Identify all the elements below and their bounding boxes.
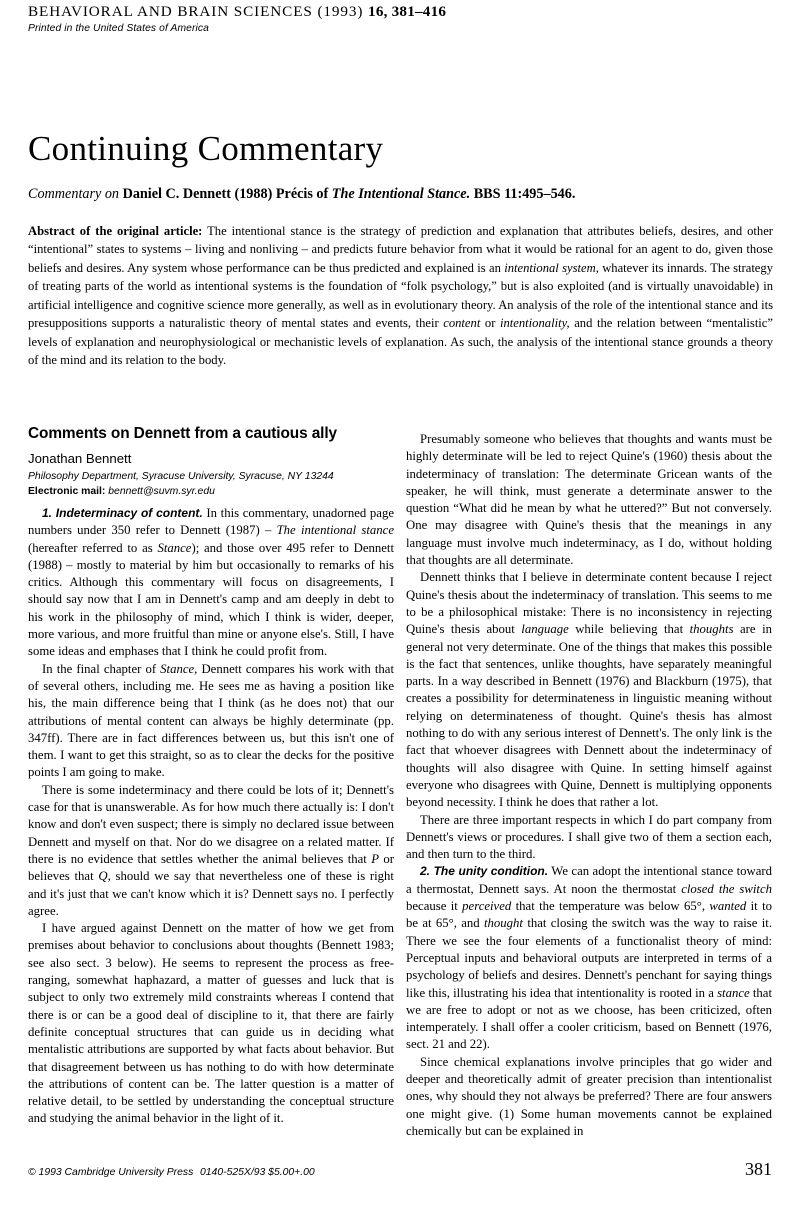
author-name: Jonathan Bennett <box>28 451 132 466</box>
body-paragraph <box>28 661 394 782</box>
emphasis-text: wanted <box>709 899 747 914</box>
emphasis-text: closed the switch <box>681 881 772 896</box>
emphasis-text: perceived <box>462 899 512 914</box>
commentary-on-citation: BBS 11:495–546. <box>473 186 576 202</box>
page-number: 381 <box>745 1159 772 1179</box>
abstract-italic-1: intentional system, <box>504 260 599 275</box>
body-text: while believing that <box>568 622 690 637</box>
body-text: ); and those over 495 refer to Dennett (1988) – mostly to material by him but occasionally to remarks of his critics. Although this commentary will focus on disagreements, I should say now that I am in Dennett's camp and am deeply in debt to his work in the philosophy of mind, which I think is wider, deeper, more various, and more fruitful than mine or anyone else's. Still, I have some ideas and emphases that I think he could profit from. <box>28 540 394 659</box>
body-text: , should we say that nevertheless one of these is right and it's just that we can't know which it is? Dennett says no. I perfectly agree. <box>28 869 394 918</box>
journal-year: (1993) <box>317 3 364 20</box>
emphasis-text: The intentional stance <box>276 523 394 538</box>
emphasis-text: thoughts <box>689 622 734 637</box>
emphasis-text: language <box>521 622 569 637</box>
abstract-italic-3: intentionality, <box>500 316 570 331</box>
emphasis-text: Stance <box>157 540 192 555</box>
abstract-block <box>28 222 773 370</box>
copyright-notice: © 1993 Cambridge University Press <box>28 1167 194 1178</box>
body-text: (hereafter referred to as <box>28 540 158 555</box>
article-title: Comments on Dennett from a cautious ally <box>28 425 337 442</box>
emphasis-text: Stance <box>160 661 195 676</box>
author-email-line <box>28 485 400 499</box>
emphasis-text: Q <box>98 869 108 884</box>
commentary-on-target: Daniel C. Dennett (1988) Précis of <box>122 186 329 202</box>
body-paragraph <box>28 782 394 920</box>
emphasis-text: stance <box>717 985 750 1000</box>
abstract-text-2: whatever its innards. The strategy of treating parts of the world as intentional systems is the foundation of “folk psychology,” but is also exploited (and is virtually unavoidable) in artificial intelligence and cognitive science more generally, as well as in evolutionary theory. An analysis of the role of the intentional stance and its presuppositions supports a naturalistic theory of mental states and events, their <box>28 260 773 331</box>
body-paragraph <box>406 569 772 811</box>
abstract-text-4: and the relation between “mentalistic” levels of explanation and neurophysiological or mechanistic levels of explanation. As such, the analysis of the intentional stance grounds a theory of the mind and its relation to the body. <box>28 316 773 368</box>
body-column-right <box>406 431 772 1140</box>
issn-notice: 0140-525X/93 $5.00+.00 <box>200 1167 315 1178</box>
body-text: There is some indeterminacy and there could be lots of it; Dennett's case for that is unanswerable. As for how much there actually is: I don't know and don't even suspect; there is simply no declared issue between Dennett and myself on that. Nor do we disagree on a related matter. If there is no evidence that settles whether the animal believes that <box>28 782 394 866</box>
page-footer <box>28 1159 772 1183</box>
author-affiliation: Philosophy Department, Syracuse University, Syracuse, NY 13244 <box>28 471 334 482</box>
body-text: are in general not very determinate. One of the things that makes this possible is the fact that sentences, unlike thoughts, have separately meaningful parts. In a way described in Bennett (1976) and Blackburn (1975), that creates a possibility for determinateness in linguistic meaning without relying on determinateness of thought. Quine's thesis has almost nothing to do with any serious interest of Dennett's. The only link is the fact that whoever disagrees with Dennett about the indeterminacy of thoughts will also disagree with Quine. In setting himself against everyone who disagrees with Quine, Dennett is multiplying opponents beyond necessity. I think he does that rather a lot. <box>406 622 773 810</box>
body-paragraph <box>28 920 394 1128</box>
body-text: We can adopt the intentional stance toward a thermostat, Dennett says. At noon the thermostat <box>406 864 772 896</box>
body-text: In the final chapter of <box>42 661 161 676</box>
body-text: , Dennett compares his work with that of several others, including me. He sees me as having a position like his, the main difference being that I think (as he does not) that our attributions of mental content can always be highly determinate (pp. 347ff). There are in fact differences between us, but this isn't one of them. I want to get this straight, so as to clear the decks for the positive points I am going to make. <box>28 661 394 780</box>
email-label: Electronic mail: <box>28 486 106 497</box>
body-column-left <box>28 505 394 1128</box>
body-paragraph <box>406 863 772 1053</box>
body-text: I have argued against Dennett on the matter of how we get from premises about behavior to conclusions about thoughts (Bennett 1983; see also sect. 3 below). He seems to represent the process as free-ranging, somewhat haphazard, a matter of guesses and luck that is subject to only two extremely mild constraints whereas I contend that there is or can be a good deal of discipline to it, that there are fairly definite conceptual structures that can guide us in deciding what mentalistic attributions are supported by what facts about behavior. But that disagreement between us has nothing to do with how determinate the attributions of content can be. The latter question is a matter of relative detail, to be settled by understanding the conceptual structure and studying the animal behavior in the light of it. <box>28 921 394 1126</box>
abstract-text-1: The intentional stance is the strategy of prediction and explanation that attributes beliefs, desires, and other “intentional” states to systems – living and nonliving – and predicts future behavior from what it would be rational for an agent to do, given those beliefs and desires. Any system whose performance can be thus predicted and explained is an <box>28 224 773 275</box>
commentary-on-prefix: Commentary on <box>28 186 120 202</box>
emphasis-text: P <box>371 851 380 866</box>
commentary-on-line <box>28 186 772 203</box>
abstract-label: Abstract of the original article: <box>28 224 203 238</box>
body-text: that we are free to adopt or not as we choose, has been criticized, often intemperately. I shall offer a cooler criticism, based on Bennett (1976, sect. 21 and 22). <box>406 985 772 1052</box>
emphasis-text: thought <box>484 916 523 931</box>
body-text: In this commentary, unadorned page numbers under 350 refer to Dennett (1987) – <box>28 506 394 538</box>
body-paragraph <box>406 812 772 864</box>
body-text: Dennett thinks that I believe in determinate content because I reject Quine's thesis about the indeterminacy of translation. This seems to me to be a philosophical mistake: There is no inconsistency in rejecting Quine's thesis about <box>406 570 772 637</box>
body-paragraph <box>406 1054 772 1140</box>
body-text: Since chemical explanations involve principles that go wider and deeper and theoretically admit of greater precision than intentionalist ones, why should they not always be preferred? There are four answers one might give. (1) Some human movements cannot be explained chemically but can be explained in <box>406 1054 772 1138</box>
body-paragraph <box>28 505 394 661</box>
body-text: There are three important respects in which I do part company from Dennett's views or procedures. I shall give two of them a section each, and then turn to the third. <box>406 812 772 862</box>
abstract-text-3: or <box>480 316 500 331</box>
journal-name: BEHAVIORAL AND BRAIN SCIENCES <box>28 3 313 20</box>
commentary-on-work: The Intentional Stance. <box>331 186 471 202</box>
abstract-italic-2: content <box>443 316 481 331</box>
section-heading: 1. Indeterminacy of content. <box>42 506 203 520</box>
journal-citation-line <box>28 4 772 20</box>
running-head <box>28 4 772 34</box>
body-text: or believes that <box>28 851 394 884</box>
body-text: that closing the switch was the way to raise it. There we see the four elements of a functionalist theory of mind: Perceptual inputs and behavioral outputs are interpreted in terms of a psychology of beliefs and desires. Dennett's penchant for saying things like this, illustrating his idea that intentionality is rooted in a <box>406 916 773 1000</box>
printed-in-line: Printed in the United States of America <box>28 22 209 34</box>
page-title: Continuing Commentary <box>28 129 384 169</box>
body-text: it to be at 65°, and <box>406 899 772 931</box>
body-text: Presumably someone who believes that thoughts and wants must be highly determinate will be led to reject Quine's (1960) thesis about the indeterminacy of translation: The determinate Gricean wants of the speaker, he will think, must generate a determinate answer to the question “What did he mean by what he uttered?” But not conversely. One may disagree with Quine's thesis that the meanings in any language must involve much indeterminacy, as I do, without holding that thoughts are all determinate. <box>406 432 772 568</box>
section-heading: 2. The unity condition. <box>420 864 549 879</box>
body-paragraph <box>406 431 772 569</box>
body-text: that the temperature was below 65°, <box>511 899 710 914</box>
email-address[interactable]: bennett@suvm.syr.edu <box>108 486 215 497</box>
journal-volume-pages: 16, 381–416 <box>368 3 447 20</box>
body-text: because it <box>406 899 463 914</box>
